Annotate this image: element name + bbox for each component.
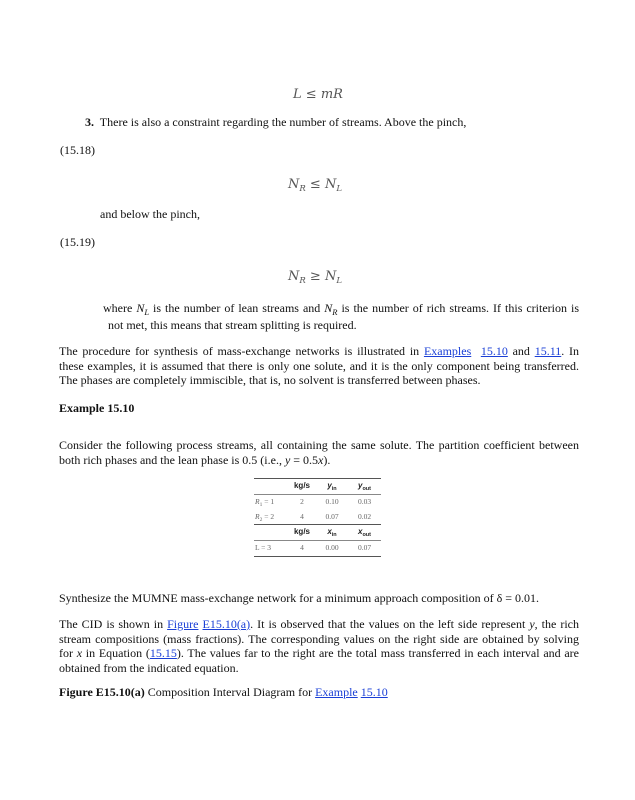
cid-paragraph: The CID is shown in Figure E15.10(a). It is observed that the values on the left side represent y, the rich stream compositions (mass fractions). The corresponding values on the right side are obtained by solving for x in Equation (15.15). The values far to the right are the total mass transferred in each interval and are obtained from the indicated equation. [59,617,580,675]
eq-operator: ≤ [309,177,321,192]
example-heading: Example 15.10 [59,401,135,415]
col-kgs-lean: kg/s [288,525,316,541]
link-figure-e15-10a[interactable]: E15.10(a) [202,617,251,631]
link-example-15-11[interactable]: 15.11 [534,344,562,358]
link-examples[interactable]: Examples [423,344,472,358]
equation-tag-15-19: (15.19) [60,235,95,249]
equation-15-18 [288,178,342,193]
eq-lhs: L [293,87,302,102]
link-example-15-10[interactable]: 15.10 [480,344,508,358]
table-row-l: L = 3 4 0.00 0.07 [254,541,381,557]
lean-header-row [254,525,381,541]
synthesize-paragraph: Synthesize the MUMNE mass-exchange network for a minimum approach composition of δ = 0.01. [59,591,539,605]
list-item-text: There is also a constraint regarding the number of streams. Above the pinch, [99,115,467,129]
list-item-number: 3. [85,115,94,129]
equation-tag-15-18: (15.18) [60,143,95,157]
equation-l-le-mr [293,88,343,103]
list-item-3 [85,115,585,130]
eq-operator: ≤ [305,87,317,102]
procedure-paragraph: The procedure for synthesis of mass-exchange networks is illustrated in Examples 15.10 and 15.11. In these examples, it is assumed that there is only one solute, and it is the only component being transferred. The phases are completely immiscible, that is, no solvent is transferred between phases. [59,344,580,387]
eq-lhs: $N_R$ [288,269,306,286]
eq-rhs: mR [320,87,343,102]
consider-paragraph: Consider the following process streams, all containing the same solute. The partition coefficient between both rich phases and the lean phase is 0.5 (i.e., y = 0.5x). [59,438,579,467]
below-pinch-text: and below the pinch, [100,207,200,221]
col-y-out: $y_{out}$ [348,479,381,495]
col-x-out: $x_{out}$ [348,525,381,541]
rich-header-row [254,479,381,495]
link-equation-15-15[interactable]: 15.15 [149,646,177,660]
eq-rhs: $N_L$ [324,269,342,286]
col-x-in: $x_{in}$ [316,525,348,541]
link-caption-15-10[interactable]: 15.10 [360,685,388,699]
figure-caption: Figure E15.10(a) Composition Interval Diagram for Example 15.10 [59,685,388,699]
table-row-r2: $R_2 = 2$ 4 0.07 0.02 [255,511,372,523]
col-y-in: $y_{in}$ [316,479,348,495]
col-kgs: kg/s [288,479,316,495]
link-figure[interactable]: Figure [167,617,199,631]
where-paragraph: where $N_L$ is the number of lean streams and $N_R$ is the number of rich streams. If this criterion is [103,301,579,317]
where-paragraph-line2: not met, this means that stream splitting is required. [108,318,357,332]
link-caption-example[interactable]: Example [315,685,358,699]
eq-operator: ≥ [309,269,321,284]
eq-rhs: $N_L$ [324,177,342,194]
table-row-r1: $R_1 = 1$ 2 0.10 0.03 [255,497,372,508]
caption-label: Figure E15.10(a) [59,685,145,699]
equation-15-19 [288,270,342,285]
eq-lhs: $N_R$ [288,177,306,194]
stream-table [254,478,381,557]
